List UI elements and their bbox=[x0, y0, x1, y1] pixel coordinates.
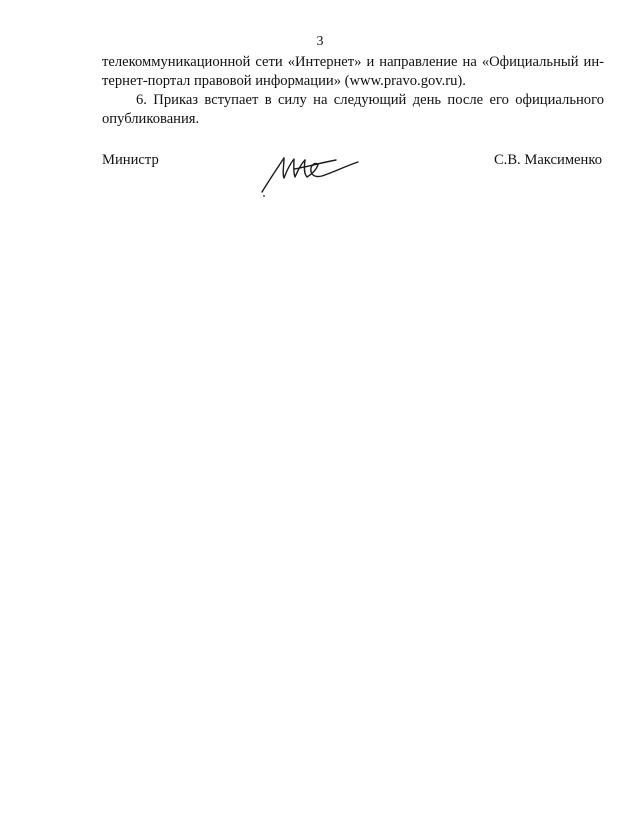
page-number: 3 bbox=[316, 34, 324, 49]
handwritten-signature-icon bbox=[254, 150, 364, 198]
paragraph-item-6 bbox=[102, 91, 604, 129]
signer-name: С.В. Максименко bbox=[493, 152, 602, 168]
paragraph-line: 6. Приказ вступает в силу на следующий день после его официального bbox=[136, 92, 604, 108]
paragraph-line: тернет-портал правовой информации» (www.pravo.gov.ru). bbox=[102, 73, 466, 89]
signature-block bbox=[102, 150, 604, 200]
paragraph-line: опубликования. bbox=[102, 111, 200, 127]
signer-title: Министр bbox=[102, 152, 159, 168]
paragraph-line: телекоммуникационной сети «Интернет» и направление на «Официальный ин- bbox=[102, 54, 604, 70]
paragraph-continuation bbox=[102, 53, 604, 91]
